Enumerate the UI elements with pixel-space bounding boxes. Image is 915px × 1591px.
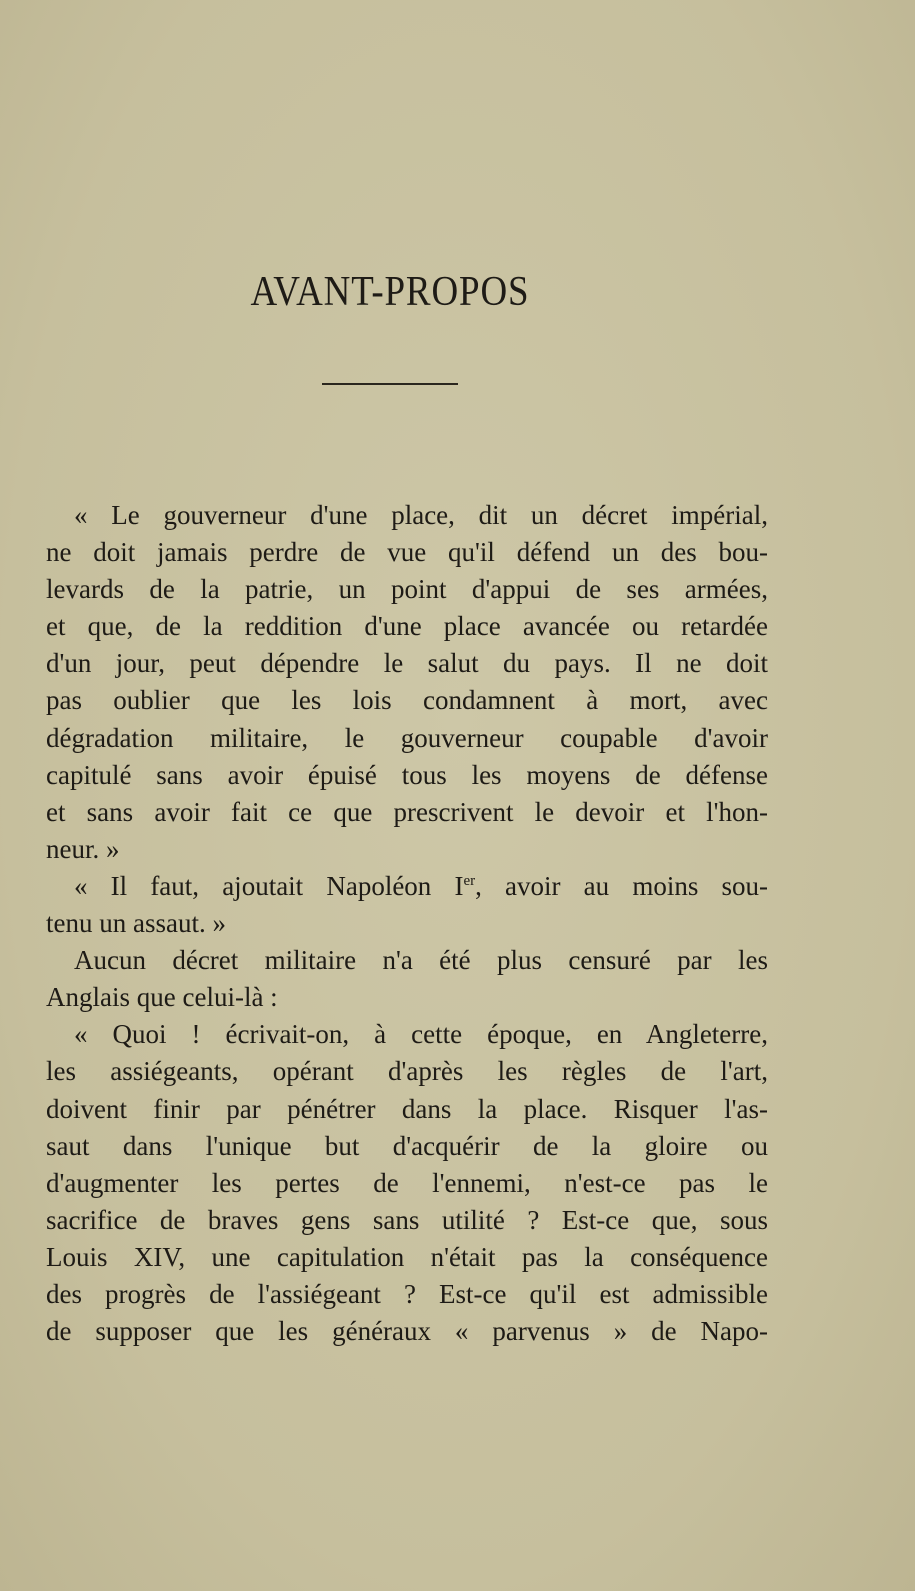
text-line: « Le gouverneur d'une place, dit un décret impérial, bbox=[74, 500, 768, 530]
text-line: Anglais que celui-là : bbox=[46, 982, 278, 1013]
text-fragment: « Il faut, ajoutait Napoléon I bbox=[74, 870, 464, 901]
text-line: de supposer que les généraux « parvenus » de Napo- bbox=[46, 1316, 768, 1347]
text-line: sacrifice de braves gens sans utilité ? Est-ce que, sous bbox=[46, 1204, 768, 1235]
text-line: des progrès de l'assiégeant ? Est-ce qu'il est admissible bbox=[46, 1278, 768, 1309]
text-line: ne doit jamais perdre de vue qu'il défend un des bou- bbox=[46, 537, 768, 568]
title-rule bbox=[322, 383, 458, 385]
text-line bbox=[46, 868, 768, 905]
text-line: capitulé sans avoir épuisé tous les moyens de défense bbox=[46, 759, 768, 790]
body-text bbox=[46, 497, 768, 1350]
text-line: les assiégeants, opérant d'après les règles de l'art, bbox=[46, 1056, 768, 1087]
text-line: doivent finir par pénétrer dans la place. Risquer l'as- bbox=[46, 1093, 768, 1124]
text-line: dégradation militaire, le gouverneur coupable d'avoir bbox=[46, 722, 768, 753]
text-line: tenu un assaut. » bbox=[46, 908, 226, 939]
text-line: neur. » bbox=[46, 833, 120, 864]
text-line: d'un jour, peut dépendre le salut du pays. Il ne doit bbox=[46, 648, 768, 679]
chapter-title: AVANT-PROPOS bbox=[250, 269, 530, 315]
text-line: levards de la patrie, un point d'appui de ses armées, bbox=[46, 574, 768, 605]
text-line: Aucun décret militaire n'a été plus censuré par les bbox=[74, 945, 768, 976]
text-line: saut dans l'unique but d'acquérir de la gloire ou bbox=[46, 1130, 768, 1161]
text-line: « Quoi ! écrivait-on, à cette époque, en Angleterre, bbox=[74, 1019, 768, 1050]
text-line: Louis XIV, une capitulation n'était pas la conséquence bbox=[46, 1241, 768, 1272]
text-line: et que, de la reddition d'une place avancée ou retardée bbox=[46, 611, 768, 642]
text-line: et sans avoir fait ce que prescrivent le devoir et l'hon- bbox=[46, 796, 768, 827]
text-line: d'augmenter les pertes de l'ennemi, n'est-ce pas le bbox=[46, 1167, 768, 1198]
superscript: er bbox=[463, 872, 476, 889]
text-line: pas oublier que les lois condamnent à mort, avec bbox=[46, 685, 768, 716]
text-fragment: , avoir au moins sou- bbox=[475, 870, 768, 901]
